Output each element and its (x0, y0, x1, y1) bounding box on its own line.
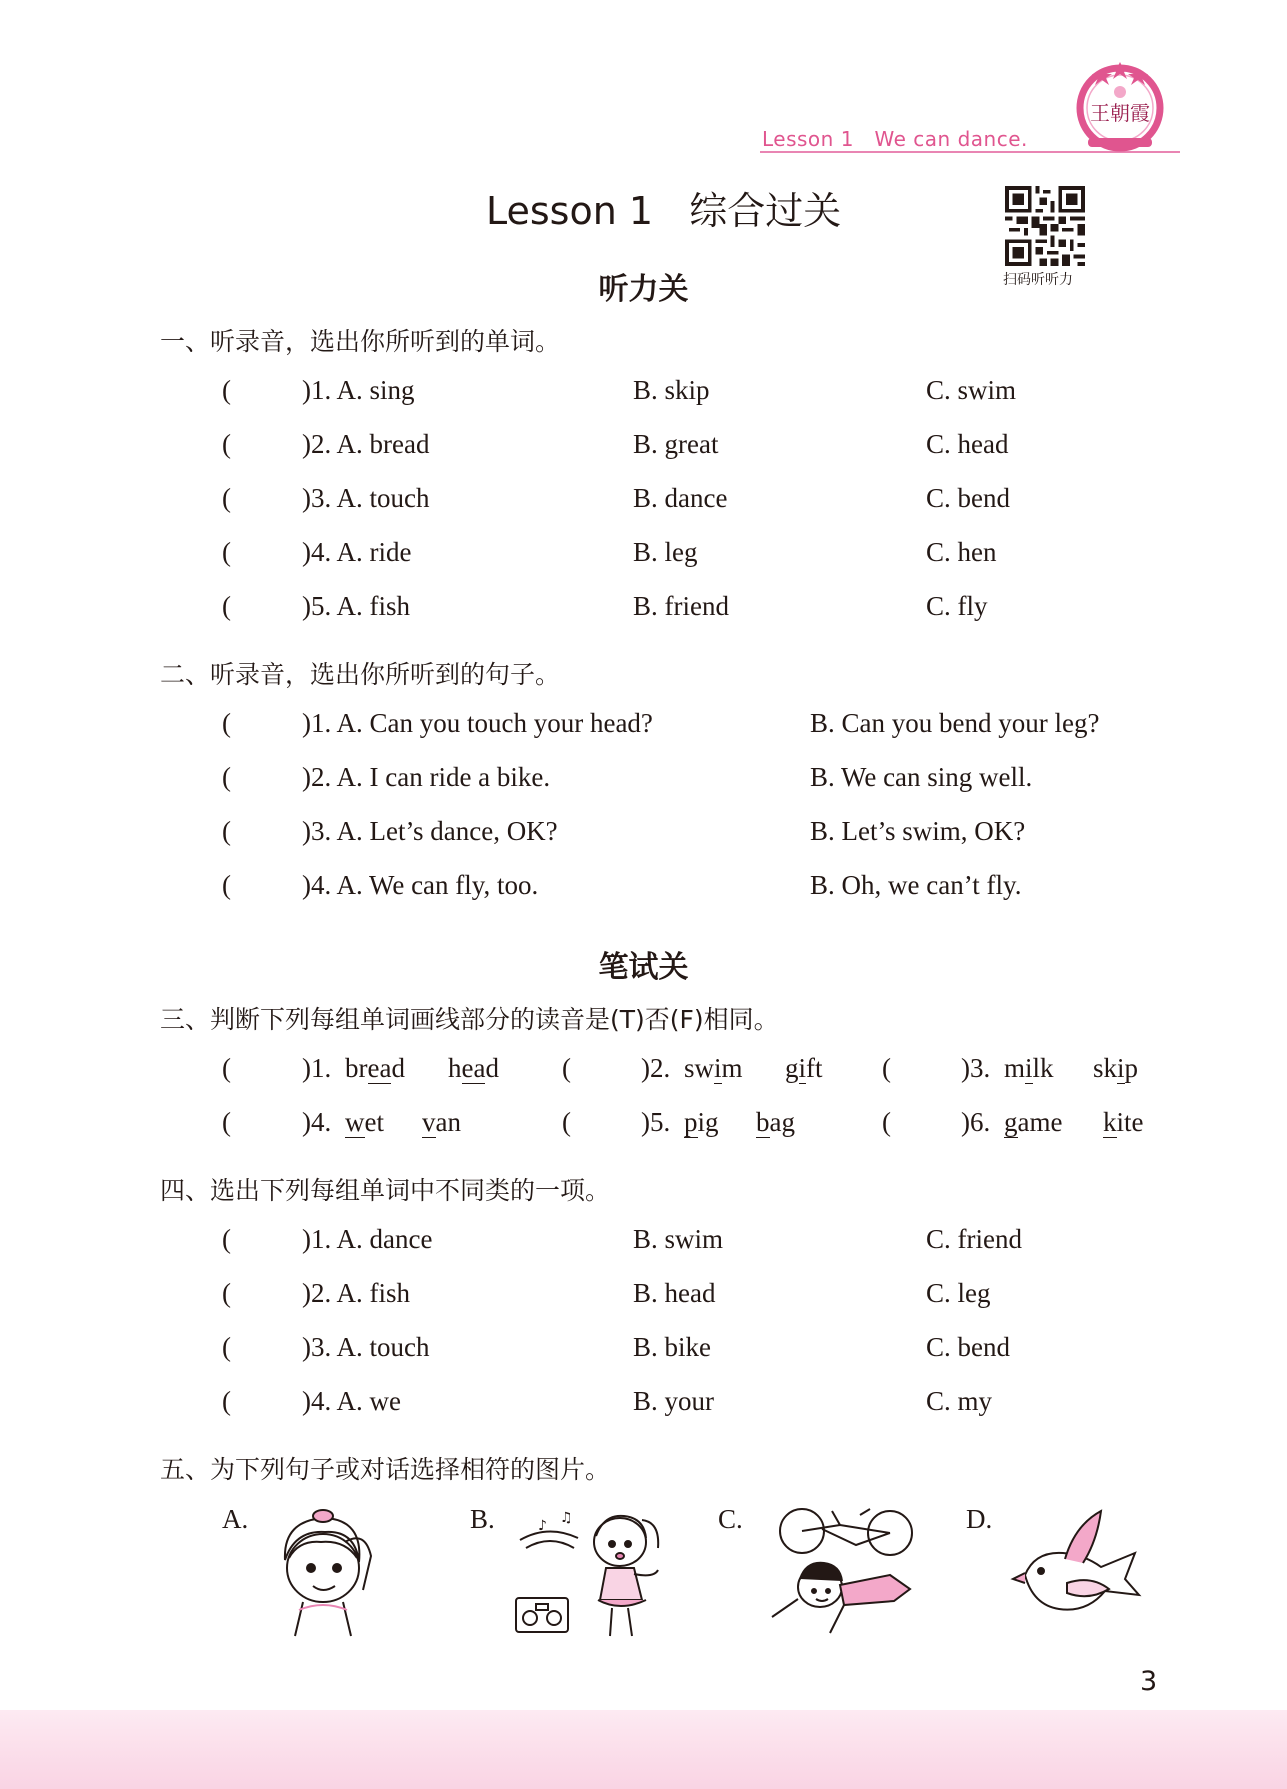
answer-blank[interactable]: ( (222, 1332, 231, 1362)
answer-blank[interactable]: ( (222, 591, 231, 621)
word: skip (1093, 1053, 1139, 1083)
word: kite (1103, 1107, 1144, 1137)
svg-text:♪: ♪ (538, 1518, 547, 1534)
word: van (422, 1107, 461, 1137)
word: head (448, 1053, 499, 1083)
answer-blank[interactable]: ( (562, 1053, 571, 1083)
answer-blank[interactable]: ( (222, 1053, 231, 1083)
part2-title: 二、听录音，选出你所听到的句子。 (160, 660, 561, 689)
answer-blank[interactable]: ( (222, 816, 231, 846)
list-item: ( )3. A. Let’s dance, OK? B. Let’s swim, OK? (222, 816, 1026, 846)
list-item: ( )5. A. fish B. friend C. fly (222, 591, 988, 621)
part3-title: 三、判断下列每组单词画线部分的读音是(T)否(F)相同。 (160, 1005, 779, 1034)
list-item: ( )4. A. ride B. leg C. hen (222, 537, 997, 567)
option-label-d: D. (966, 1504, 993, 1534)
part1-title: 一、听录音，选出你所听到的单词。 (160, 327, 561, 356)
svg-text:♫: ♫ (560, 1510, 573, 1526)
list-item: ( )2. A. bread B. great C. head (222, 429, 1009, 459)
answer-blank[interactable]: ( (222, 1107, 231, 1137)
publisher-logo-icon (1072, 58, 1168, 154)
girl-touching-head-icon (255, 1500, 395, 1640)
answer-blank[interactable]: ( (882, 1053, 891, 1083)
svg-text:王朝霞: 王朝霞 (1090, 101, 1150, 125)
word: milk (1004, 1053, 1054, 1083)
list-item: ( )1. bread head ( )2. swim gift ( )3. milk skip (222, 1053, 1139, 1083)
list-item: ( )4. A. We can fly, too. B. Oh, we can’t fly. (222, 870, 1022, 900)
bird-flying-icon (1005, 1505, 1145, 1645)
list-item: ( )1. A. Can you touch your head? B. Can you bend your leg? (222, 708, 1100, 738)
answer-blank[interactable]: ( (222, 375, 231, 405)
answer-blank[interactable]: ( (222, 1386, 231, 1416)
answer-blank[interactable]: ( (222, 708, 231, 738)
answer-blank[interactable]: ( (882, 1107, 891, 1137)
answer-blank[interactable]: ( (222, 537, 231, 567)
list-item: ( )1. A. sing B. skip C. swim (222, 375, 1017, 405)
word: wet (345, 1107, 384, 1137)
part4-title: 四、选出下列每组单词中不同类的一项。 (160, 1176, 611, 1205)
word: swim (684, 1053, 743, 1083)
answer-blank[interactable]: ( (222, 1224, 231, 1254)
page-number: 3 (1140, 1666, 1158, 1697)
part5-title: 五、为下列句子或对话选择相符的图片。 (160, 1455, 611, 1484)
answer-blank[interactable]: ( (222, 1278, 231, 1308)
qr-caption: 扫码听听力 (1003, 272, 1073, 288)
boy-fallen-by-bike-icon (760, 1505, 930, 1645)
list-item: ( )3. A. touch B. bike C. bend (222, 1332, 1010, 1362)
list-item: ( )2. A. fish B. head C. leg (222, 1278, 991, 1308)
option-label-a: A. (222, 1504, 249, 1534)
answer-blank[interactable]: ( (222, 762, 231, 792)
answer-blank[interactable]: ( (222, 429, 231, 459)
list-item: ( )4. A. we B. your C. my (222, 1386, 993, 1416)
word: pig (684, 1107, 719, 1137)
word: bread (345, 1053, 405, 1083)
list-item: ( )4. wet van ( )5. pig bag ( )6. game kite (222, 1107, 1144, 1137)
option-label-c: C. (718, 1504, 743, 1534)
list-item: ( )1. A. dance B. swim C. friend (222, 1224, 1022, 1254)
qr-code-icon (1005, 186, 1085, 266)
list-item: ( )3. A. touch B. dance C. bend (222, 483, 1010, 513)
girl-singing-with-radio-icon (508, 1500, 678, 1645)
answer-blank[interactable]: ( (222, 870, 231, 900)
listening-section-heading: 听力关 (598, 272, 689, 307)
footer-band (0, 1710, 1287, 1789)
option-label-b: B. (470, 1504, 495, 1534)
answer-blank[interactable]: ( (562, 1107, 571, 1137)
answer-blank[interactable]: ( (222, 483, 231, 513)
word: game (1004, 1107, 1063, 1137)
list-item: ( )2. A. I can ride a bike. B. We can sing well. (222, 762, 1033, 792)
word: bag (756, 1107, 795, 1137)
header-lesson-label: Lesson 1 We can dance. (762, 127, 1028, 151)
writing-section-heading: 笔试关 (598, 950, 689, 985)
word: gift (785, 1053, 823, 1083)
page-title: Lesson 1 综合过关 (486, 189, 842, 233)
